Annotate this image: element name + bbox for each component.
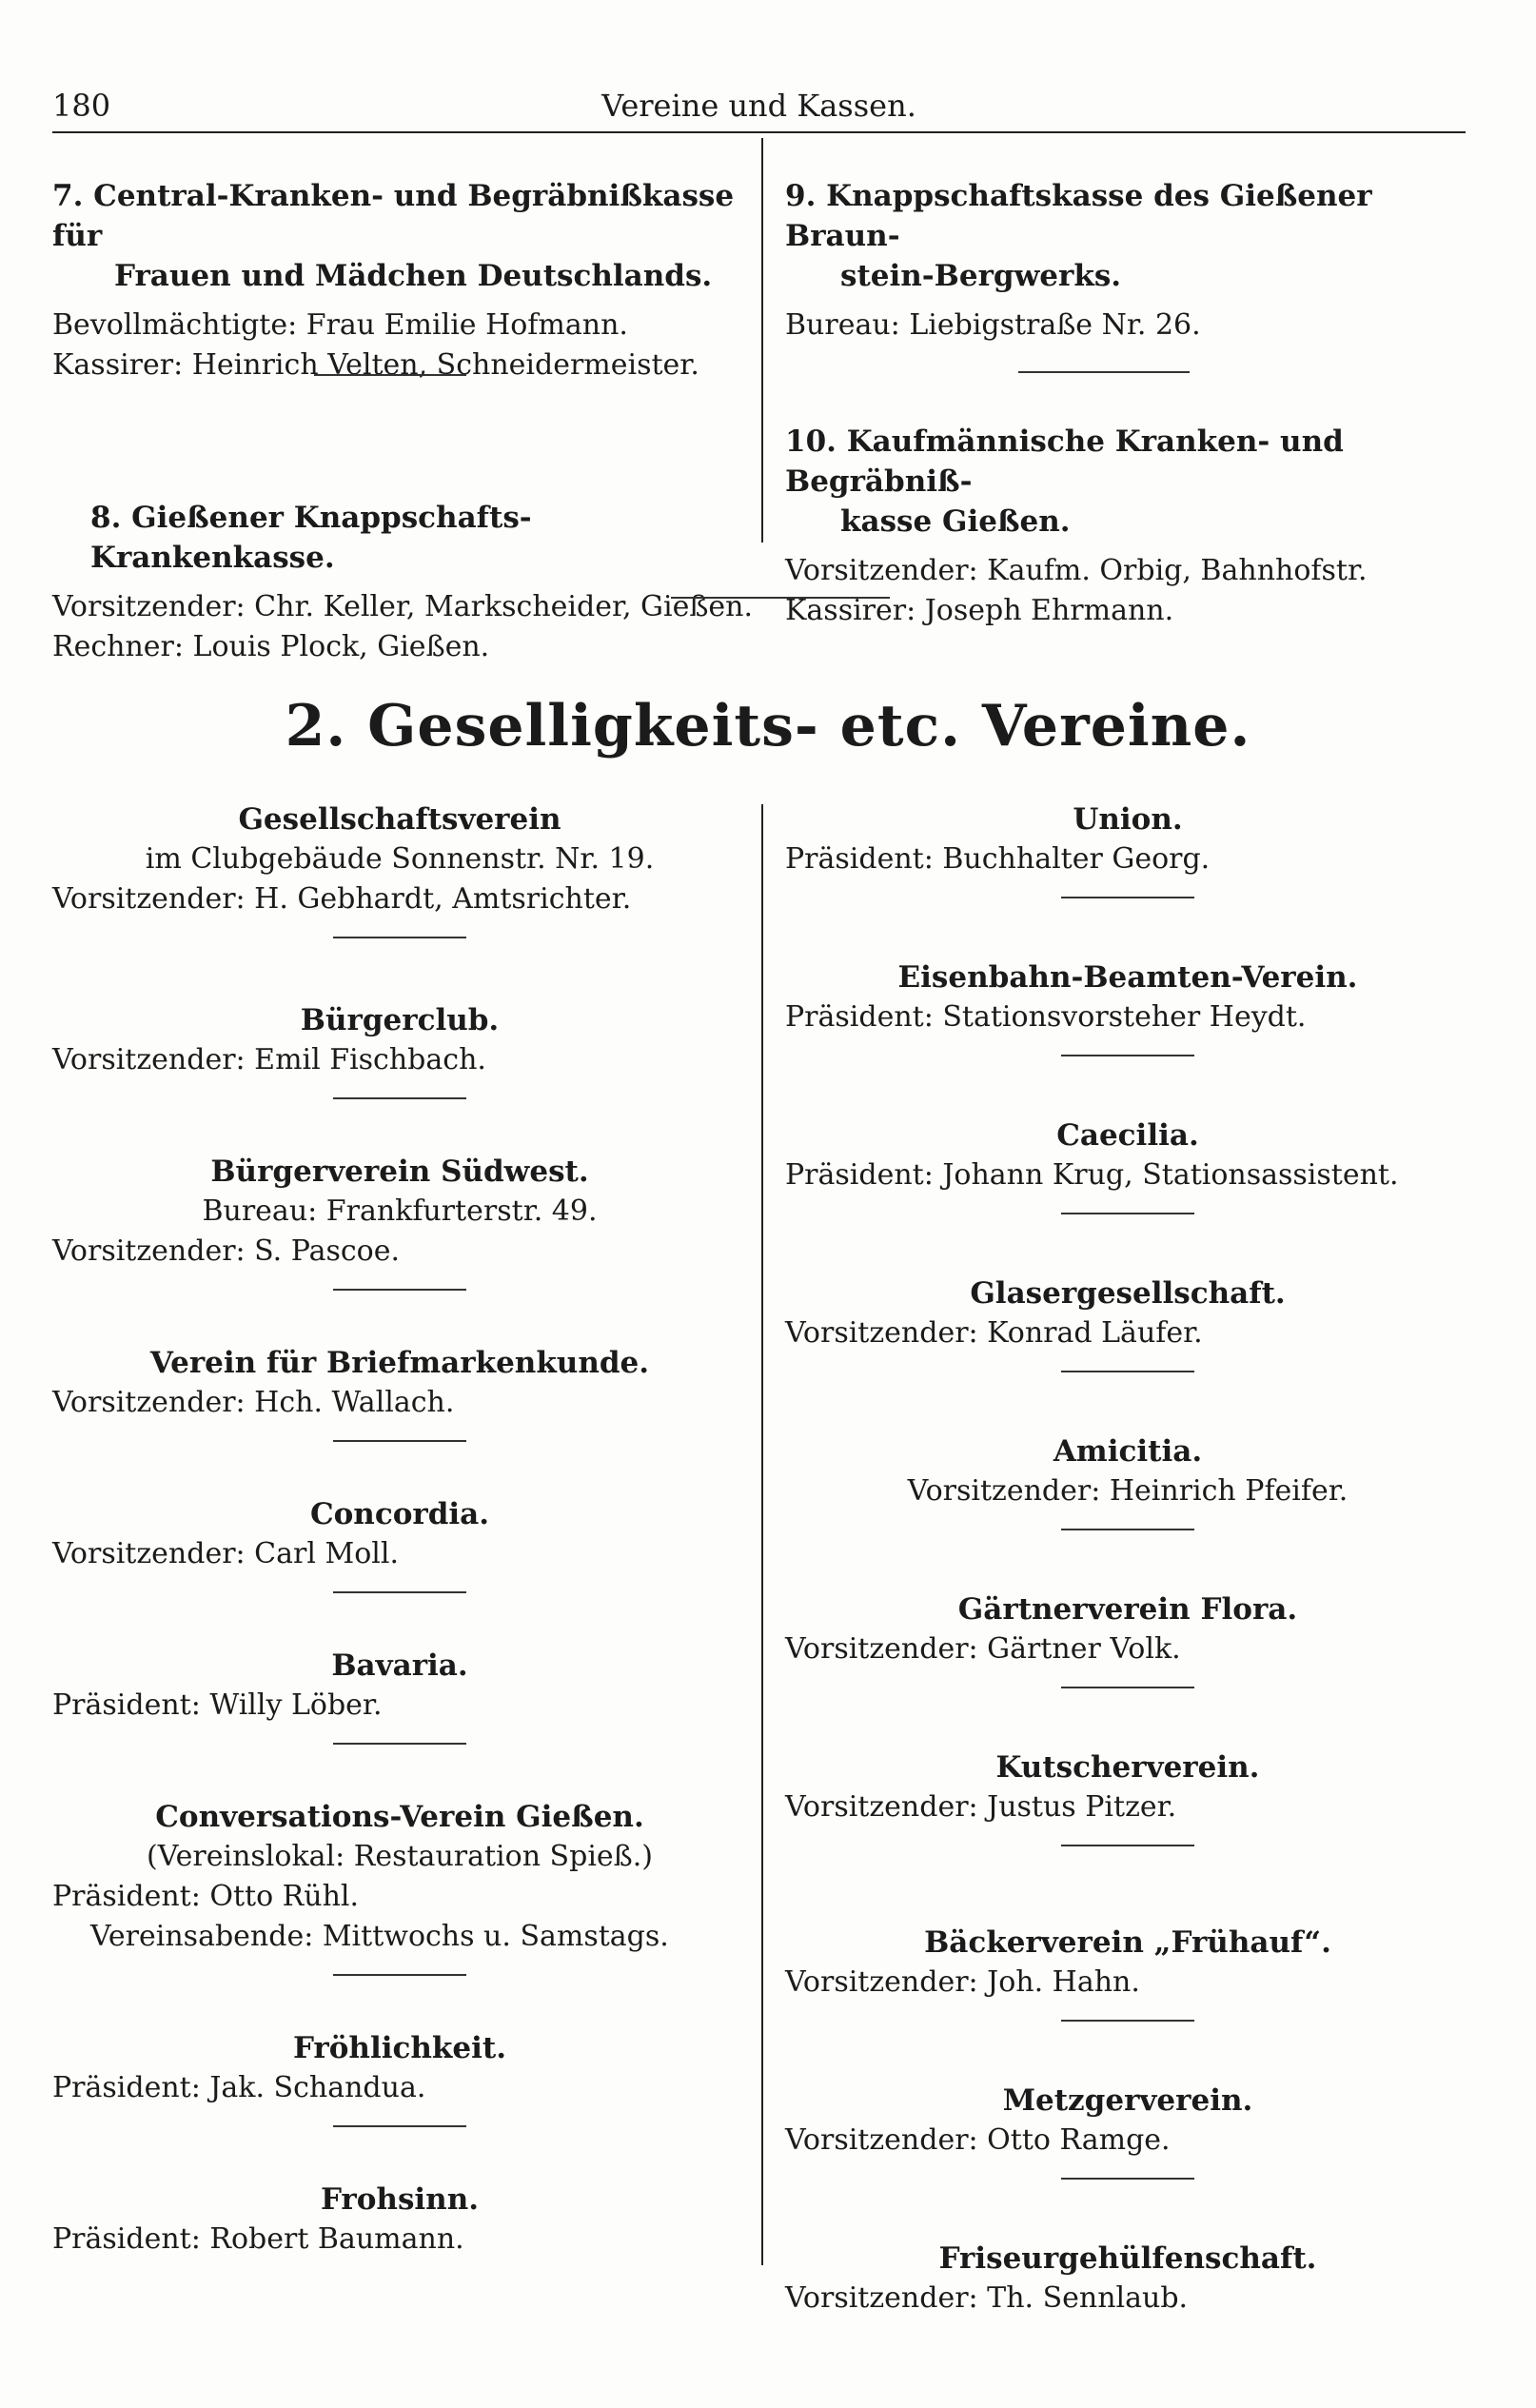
- club-entry: [785, 2239, 1470, 2319]
- club-title: Kutscherverein.: [995, 1750, 1260, 1785]
- entry-separator-rule: [1061, 1371, 1194, 1372]
- entry-separator-rule: [1061, 2178, 1194, 2180]
- club-entry: [52, 1152, 747, 1291]
- entry-10: [785, 422, 1470, 631]
- club-title: Verein für Briefmarkenkunde.: [149, 1346, 650, 1380]
- entry-separator-rule: [1061, 2020, 1194, 2022]
- club-line: Präsident: Jak. Schandua.: [52, 2071, 426, 2104]
- entry-title-line: Frauen und Mädchen Deutschlands.: [114, 259, 713, 293]
- club-entry: [52, 2028, 747, 2127]
- club-title: Gärtnerverein Flora.: [957, 1592, 1298, 1627]
- entry-8: [52, 498, 757, 667]
- page-header: [52, 84, 1466, 133]
- club-line: Vorsitzender: S. Pascoe.: [52, 1234, 401, 1268]
- club-line: im Clubgebäude Sonnenstr. Nr. 19.: [145, 842, 655, 876]
- club-title: Eisenbahn-Beamten-Verein.: [897, 960, 1358, 995]
- club-line: Bureau: Frankfurterstr. 49.: [202, 1194, 598, 1228]
- club-entry: [52, 1797, 747, 1976]
- club-title: Friseurgehülfenschaft.: [938, 2241, 1317, 2276]
- club-line: Vorsitzender: Justus Pitzer.: [785, 1790, 1177, 1824]
- club-entry: [785, 1589, 1470, 1688]
- club-line: Vorsitzender: Gärtner Volk.: [785, 1632, 1181, 1666]
- club-title: Metzgerverein.: [1002, 2083, 1253, 2118]
- club-line: Vorsitzender: Joh. Hahn.: [785, 1965, 1140, 1999]
- club-title: Bäckerverein „Frühauf“.: [924, 1925, 1331, 1960]
- club-title: Amicitia.: [1053, 1434, 1203, 1469]
- club-entry: [785, 1273, 1470, 1372]
- entry-separator-rule: [333, 1974, 466, 1976]
- club-title: Union.: [1073, 802, 1183, 837]
- club-title: Bavaria.: [331, 1648, 468, 1683]
- club-line: Vorsitzender: Emil Fischbach.: [52, 1043, 486, 1076]
- separator-rule: [314, 374, 466, 376]
- page-number: 180: [52, 88, 111, 124]
- entry-title-line: stein-Bergwerks.: [840, 259, 1122, 293]
- entry-separator-rule: [1061, 1213, 1194, 1214]
- entry-separator-rule: [1061, 1529, 1194, 1530]
- entry-title-line: 9. Knappschaftskasse des Gießener Braun-: [785, 179, 1372, 253]
- club-entry: [785, 1115, 1470, 1214]
- club-line: Vorsitzender: Carl Moll.: [52, 1537, 399, 1570]
- club-title: Glasergesellschaft.: [970, 1276, 1286, 1311]
- club-entry: [52, 2180, 747, 2260]
- club-title: Concordia.: [309, 1497, 490, 1531]
- club-entry: [52, 799, 747, 938]
- club-entry: [785, 957, 1470, 1056]
- section-title: 2. Geselligkeits- etc. Vereine.: [285, 693, 1251, 760]
- left-column: [52, 799, 747, 2260]
- club-entry: [52, 1494, 747, 1593]
- entry-separator-rule: [333, 937, 466, 938]
- entry-line: Rechner: Louis Plock, Gießen.: [52, 630, 490, 663]
- club-title: Gesellschaftsverein: [238, 802, 561, 837]
- entry-separator-rule: [1061, 1845, 1194, 1846]
- club-line: Präsident: Buchhalter Georg.: [785, 842, 1211, 876]
- entry-separator-rule: [1061, 897, 1194, 898]
- entry-separator-rule: [1061, 1687, 1194, 1688]
- club-line: Vorsitzender: Heinrich Pfeifer.: [907, 1474, 1349, 1508]
- club-title: Frohsinn.: [320, 2182, 480, 2217]
- club-entry: [52, 1343, 747, 1442]
- entry-title-line: 8. Gießener Knappschafts-Krankenkasse.: [90, 501, 532, 575]
- club-entry: [785, 1431, 1470, 1530]
- entry-separator-rule: [333, 1440, 466, 1442]
- entry-line: Bureau: Liebigstraße Nr. 26.: [785, 308, 1201, 342]
- club-title: Conversations-Verein Gießen.: [155, 1800, 644, 1834]
- club-line: Vorsitzender: Otto Ramge.: [785, 2123, 1171, 2157]
- entry-title-line: kasse Gießen.: [840, 504, 1071, 539]
- entry-line: Vorsitzender: Chr. Keller, Markscheider, Gießen.: [52, 590, 754, 623]
- club-entry: [785, 2081, 1470, 2180]
- club-line: Präsident: Johann Krug, Stationsassistent.: [785, 1158, 1399, 1192]
- club-line: (Vereinslokal: Restauration Spieß.): [147, 1840, 653, 1873]
- entry-line: Vorsitzender: Kaufm. Orbig, Bahnhofstr.: [785, 554, 1368, 587]
- entry-line: Bevollmächtigte: Frau Emilie Hofmann.: [52, 308, 628, 342]
- entry-separator-rule: [1061, 1055, 1194, 1056]
- club-line: Präsident: Robert Baumann.: [52, 2222, 464, 2256]
- club-line: Präsident: Stationsvorsteher Heydt.: [785, 1000, 1307, 1034]
- club-line: Vorsitzender: Th. Sennlaub.: [785, 2281, 1189, 2315]
- separator-rule: [1018, 371, 1190, 373]
- club-entry: [785, 1923, 1470, 2022]
- entry-separator-rule: [333, 1743, 466, 1745]
- club-entry: [785, 799, 1470, 898]
- column-divider: [761, 138, 763, 543]
- club-title: Bürgerclub.: [300, 1003, 500, 1037]
- entry-title-line: 10. Kaufmännische Kranken- und Begräbniß-: [785, 424, 1344, 499]
- entry-separator-rule: [333, 2125, 466, 2127]
- club-entry: [52, 1000, 747, 1099]
- entry-separator-rule: [333, 1591, 466, 1593]
- entry-7: [52, 176, 757, 385]
- club-line: Vorsitzender: Konrad Läufer.: [785, 1316, 1203, 1350]
- club-line: Vorsitzender: Hch. Wallach.: [52, 1386, 455, 1419]
- running-head: Vereine und Kassen.: [601, 88, 916, 124]
- entry-separator-rule: [333, 1289, 466, 1291]
- column-divider: [761, 804, 763, 2265]
- entry-separator-rule: [333, 1097, 466, 1099]
- top-right-column: [785, 176, 1470, 631]
- club-line: Vereinsabende: Mittwochs u. Samstags.: [90, 1920, 669, 1953]
- club-line: Präsident: Willy Löber.: [52, 1688, 383, 1722]
- club-line: Präsident: Otto Rühl.: [52, 1880, 360, 1913]
- club-line: Vorsitzender: H. Gebhardt, Amtsrichter.: [52, 882, 632, 916]
- club-title: Bürgerverein Südwest.: [210, 1155, 589, 1189]
- entry-line: Kassirer: Heinrich Velten, Schneidermeister.: [52, 348, 699, 382]
- right-column: [785, 799, 1470, 2319]
- entry-line: Kassirer: Joseph Ehrmann.: [785, 594, 1174, 627]
- club-title: Caecilia.: [1056, 1118, 1199, 1153]
- entry-title-line: 7. Central-Kranken- und Begräbnißkasse für: [52, 179, 735, 253]
- club-entry: [52, 1646, 747, 1745]
- entry-9: [785, 176, 1470, 345]
- club-title: Fröhlichkeit.: [292, 2031, 507, 2065]
- club-entry: [785, 1747, 1470, 1846]
- section-rule: [671, 597, 890, 599]
- top-left-column: [52, 176, 757, 667]
